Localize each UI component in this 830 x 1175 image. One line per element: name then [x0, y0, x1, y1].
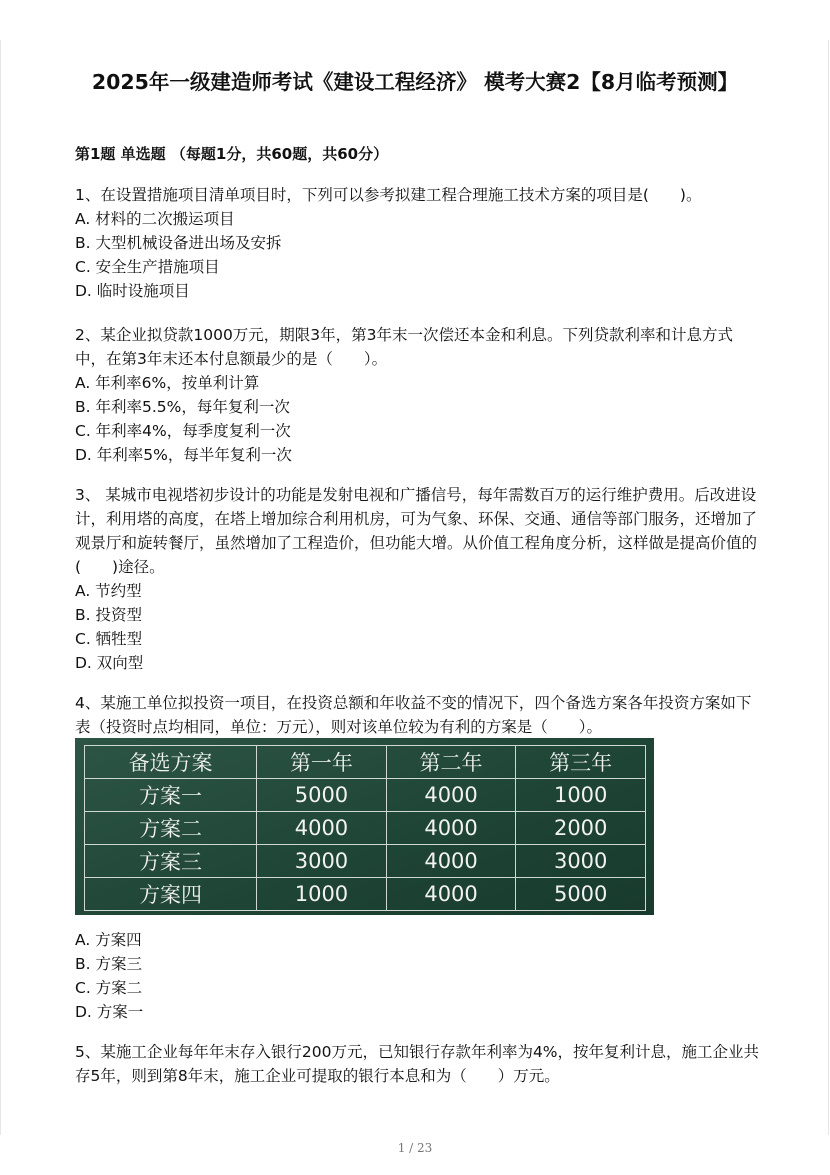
table-cell: 方案一: [85, 779, 257, 812]
option-a: A. 方案四: [75, 931, 142, 949]
option-d: D. 方案一: [75, 1003, 144, 1021]
section-header: 第1题 单选题 （每题1分，共60题，共60分）: [75, 145, 389, 163]
table-row: [85, 845, 646, 878]
question-stem: 2、某企业拟贷款1000万元，期限3年，第3年末一次偿还本金和利息。下列贷款利率和计息方式中，在第3年末还本付息额最少的是（ ）。: [75, 326, 734, 368]
option-d: D. 临时设施项目: [75, 282, 190, 300]
table-cell: 5000: [516, 878, 646, 911]
table-row: [85, 779, 646, 812]
table-header-cell: 第二年: [386, 746, 516, 779]
question-stem: 5、某施工企业每年年末存入银行200万元，已知银行存款年利率为4%，按年复利计息，施工企业共存5年，则到第8年末，施工企业可提取的银行本息和为（ ）万元。: [75, 1043, 760, 1085]
table-cell: 方案三: [85, 845, 257, 878]
table-row: [85, 812, 646, 845]
option-d: D. 年利率5%，每半年复利一次: [75, 446, 292, 464]
table-cell: 5000: [257, 779, 387, 812]
table-cell: 方案四: [85, 878, 257, 911]
table-row: [85, 878, 646, 911]
option-b: B. 大型机械设备进出场及安拆: [75, 234, 282, 252]
document-title: 2025年一级建造师考试《建设工程经济》 模考大赛2【8月临考预测】: [91, 70, 739, 94]
table-cell: 4000: [257, 812, 387, 845]
table-header-cell: 第三年: [516, 746, 646, 779]
question-4-stem-block: [75, 691, 760, 739]
option-a: A. 年利率6%，按单利计算: [75, 374, 260, 392]
investment-plan-table: [84, 745, 646, 911]
option-c: C. 方案二: [75, 979, 143, 997]
question-stem: 3、 某城市电视塔初步设计的功能是发射电视和广播信号，每年需数百万的运行维护费用。后改进设计，利用塔的高度，在塔上增加综合利用机房，可为气象、环保、交通、通信等部门服务，还增加了观景厅和旋转餐厅，虽然增加了工程造价，但功能大增。从价值工程角度分析，这样做是提高价值的( )途径。: [75, 486, 758, 576]
question-4-options: [75, 928, 760, 1024]
question-2: [75, 323, 760, 467]
question-5: [75, 1040, 760, 1088]
table-header-cell: 第一年: [257, 746, 387, 779]
option-c: C. 年利率4%，每季度复利一次: [75, 422, 291, 440]
option-b: B. 方案三: [75, 955, 142, 973]
question-stem: 1、在设置措施项目清单项目时，下列可以参考拟建工程合理施工技术方案的项目是( )。: [75, 186, 702, 204]
option-a: A. 材料的二次搬运项目: [75, 210, 235, 228]
table-cell: 1000: [516, 779, 646, 812]
table-cell: 3000: [257, 845, 387, 878]
table-cell: 2000: [516, 812, 646, 845]
table-cell: 4000: [386, 845, 516, 878]
table-cell: 4000: [386, 779, 516, 812]
option-a: A. 节约型: [75, 582, 142, 600]
option-c: C. 安全生产措施项目: [75, 258, 220, 276]
table-cell: 方案二: [85, 812, 257, 845]
question-stem: 4、某施工单位拟投资一项目，在投资总额和年收益不变的情况下，四个备选方案各年投资方案如下表（投资时点均相同，单位：万元），则对该单位较为有利的方案是（ ）。: [75, 694, 752, 736]
table-cell: 3000: [516, 845, 646, 878]
investment-plan-table-image: [75, 738, 654, 915]
page-border-right: [828, 40, 829, 1135]
question-1: [75, 183, 760, 303]
option-c: C. 牺牲型: [75, 630, 143, 648]
table-cell: 4000: [386, 878, 516, 911]
option-b: B. 年利率5.5%，每年复利一次: [75, 398, 290, 416]
page-indicator: 1 / 23: [397, 1141, 433, 1155]
table-header-cell: 备选方案: [85, 746, 257, 779]
table-cell: 4000: [386, 812, 516, 845]
page-border-left: [0, 40, 1, 1135]
option-d: D. 双向型: [75, 654, 144, 672]
table-cell: 1000: [257, 878, 387, 911]
table-header-row: [85, 746, 646, 779]
option-b: B. 投资型: [75, 606, 142, 624]
question-3: [75, 483, 760, 675]
